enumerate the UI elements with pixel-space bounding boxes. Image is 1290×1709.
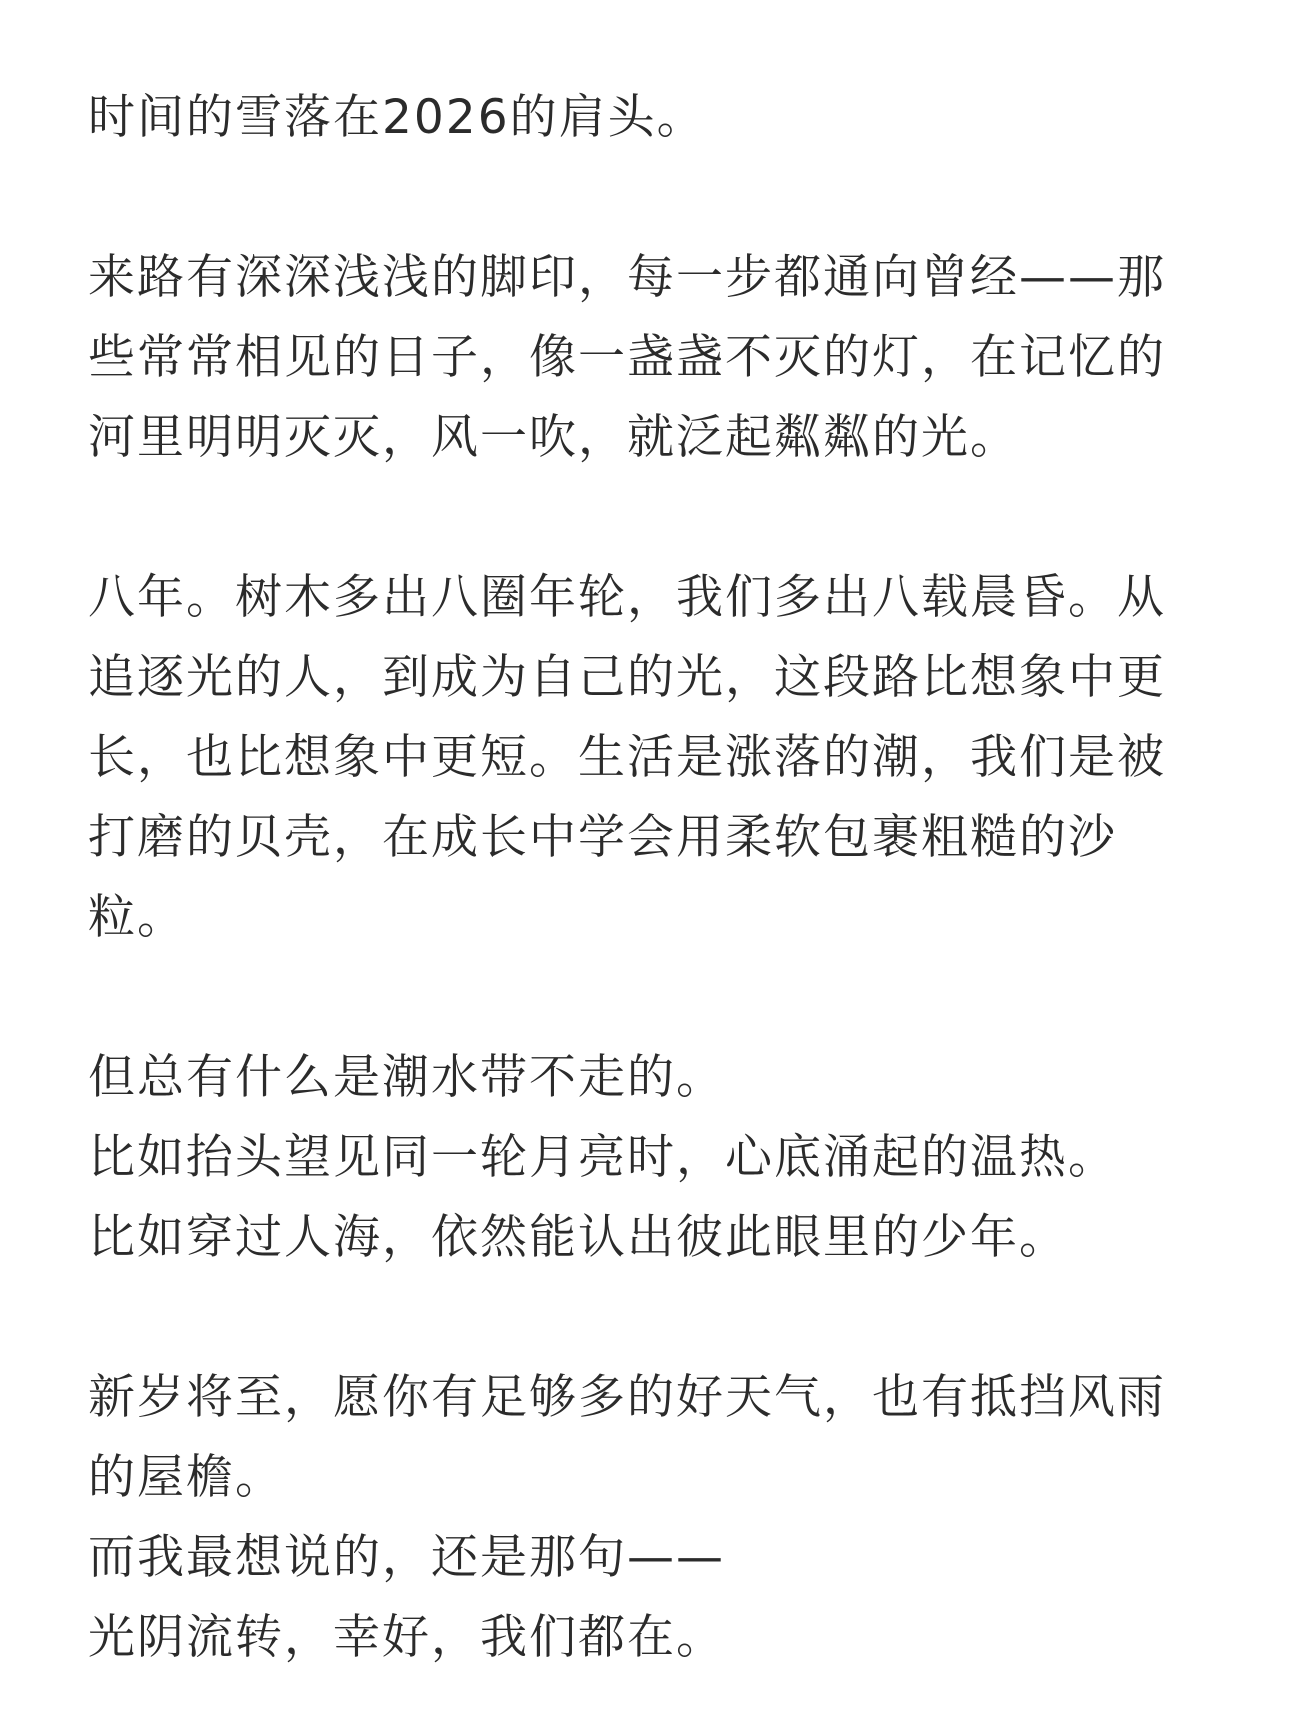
- text-line: 比如穿过人海，依然能认出彼此眼里的少年。: [88, 1210, 1068, 1265]
- text-line: 河里明明灭灭，风一吹，就泛起粼粼的光。: [88, 410, 1019, 465]
- paragraph: [88, 558, 1218, 958]
- text-line: 但总有什么是潮水带不走的。: [88, 1050, 725, 1105]
- text-line: 光阴流转，幸好，我们都在。: [88, 1610, 725, 1665]
- text-line: 的屋檐。: [88, 1450, 284, 1505]
- text-line: 粒。: [88, 890, 186, 945]
- text-line: 比如抬头望见同一轮月亮时，心底涌起的温热。: [88, 1130, 1117, 1185]
- text-line: 八年。树木多出八圈年轮，我们多出八载晨昏。从: [88, 570, 1166, 625]
- paragraph: [88, 1038, 1218, 1278]
- text-line: 追逐光的人，到成为自己的光，这段路比想象中更: [88, 650, 1166, 705]
- paragraph: [88, 238, 1218, 478]
- article-body: [88, 78, 1218, 1678]
- text-line: 时间的雪落在2026的肩头。: [88, 90, 706, 145]
- text-line: 而我最想说的，还是那句——: [88, 1530, 725, 1585]
- text-line: 长，也比想象中更短。生活是涨落的潮，我们是被: [88, 730, 1166, 785]
- text-line: 打磨的贝壳，在成长中学会用柔软包裹粗糙的沙: [88, 810, 1117, 865]
- paragraph: [88, 1358, 1218, 1678]
- text-line: 新岁将至，愿你有足够多的好天气，也有抵挡风雨: [88, 1370, 1166, 1425]
- text-line: 来路有深深浅浅的脚印，每一步都通向曾经——那: [88, 250, 1166, 305]
- paragraph: [88, 78, 1218, 158]
- text-line: 些常常相见的日子，像一盏盏不灭的灯，在记忆的: [88, 330, 1166, 385]
